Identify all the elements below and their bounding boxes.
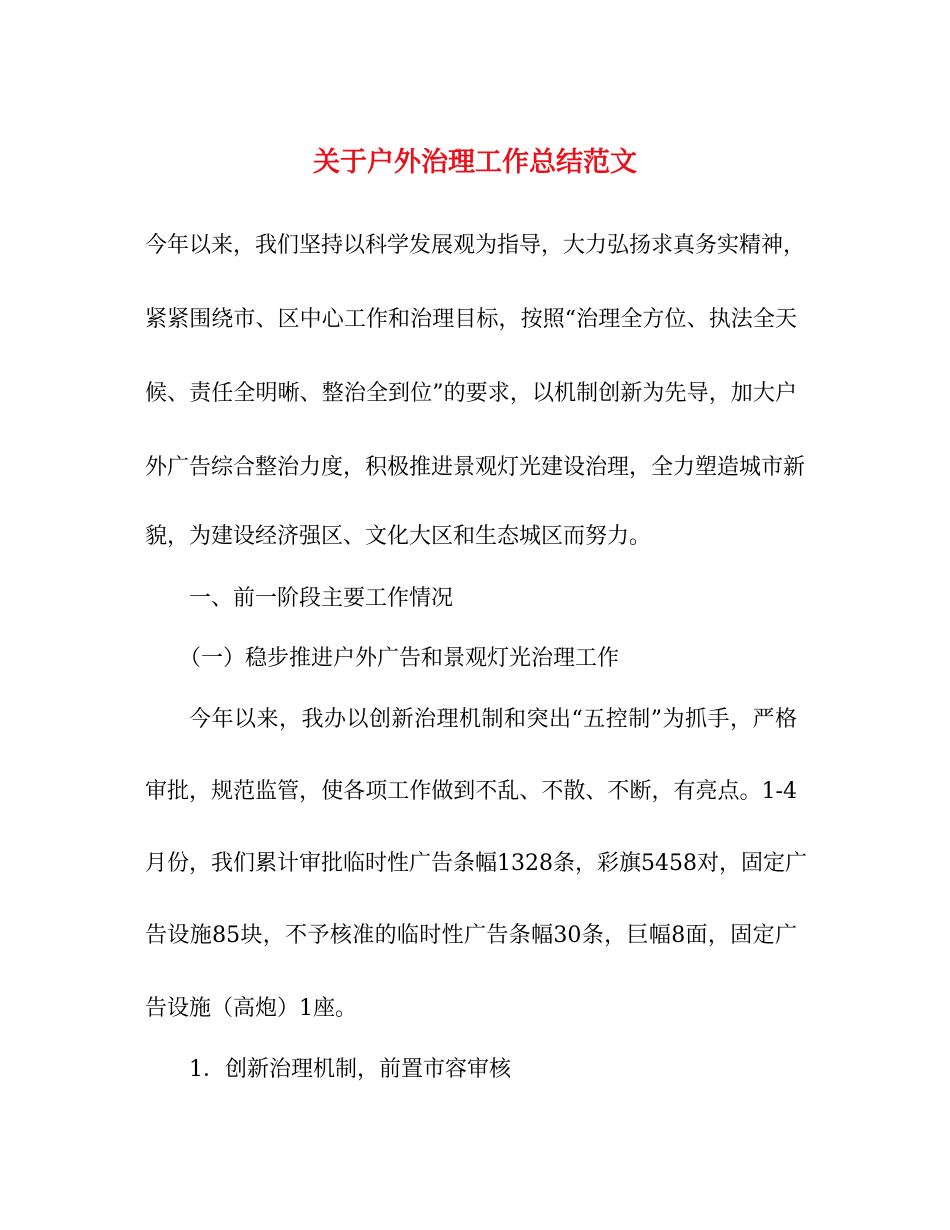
paragraph-line: 外广告综合整治力度，积极推进景观灯光建设治理，全力塑造城市新 bbox=[145, 455, 806, 480]
document-title: 关于户外治理工作总结范文 bbox=[313, 147, 637, 178]
paragraph-line: 今年以来，我办以创新治理机制和突出“五控制”为抓手，严格 bbox=[189, 707, 797, 732]
numbered-heading: 1．创新治理机制，前置市容审核 bbox=[189, 1057, 511, 1082]
paragraph-line: 审批，规范监管，使各项工作做到不乱、不散、不断，有亮点。1-4 bbox=[145, 779, 797, 804]
paragraph-line: 貌，为建设经济强区、文化大区和生态城区而努力。 bbox=[145, 524, 652, 549]
paragraph-line: 告设施（高炮）1座。 bbox=[145, 996, 357, 1021]
paragraph-line: 告设施85块，不予核准的临时性广告条幅30条，巨幅8面，固定广 bbox=[145, 923, 797, 948]
paragraph-line: 候、责任全明晰、整治全到位”的要求，以机制创新为先导，加大户 bbox=[145, 381, 797, 406]
paragraph-line: 今年以来，我们坚持以科学发展观为指导，大力弘扬求真务实精神， bbox=[145, 233, 806, 258]
paragraph-line: 紧紧围绕市、区中心工作和治理目标，按照“治理全方位、执法全天 bbox=[145, 307, 797, 332]
subsection-heading: （一）稳步推进户外广告和景观灯光治理工作 bbox=[179, 646, 620, 671]
section-heading: 一、前一阶段主要工作情况 bbox=[189, 586, 454, 611]
paragraph-line: 月份，我们累计审批临时性广告条幅1328条，彩旗5458对，固定广 bbox=[145, 851, 807, 876]
